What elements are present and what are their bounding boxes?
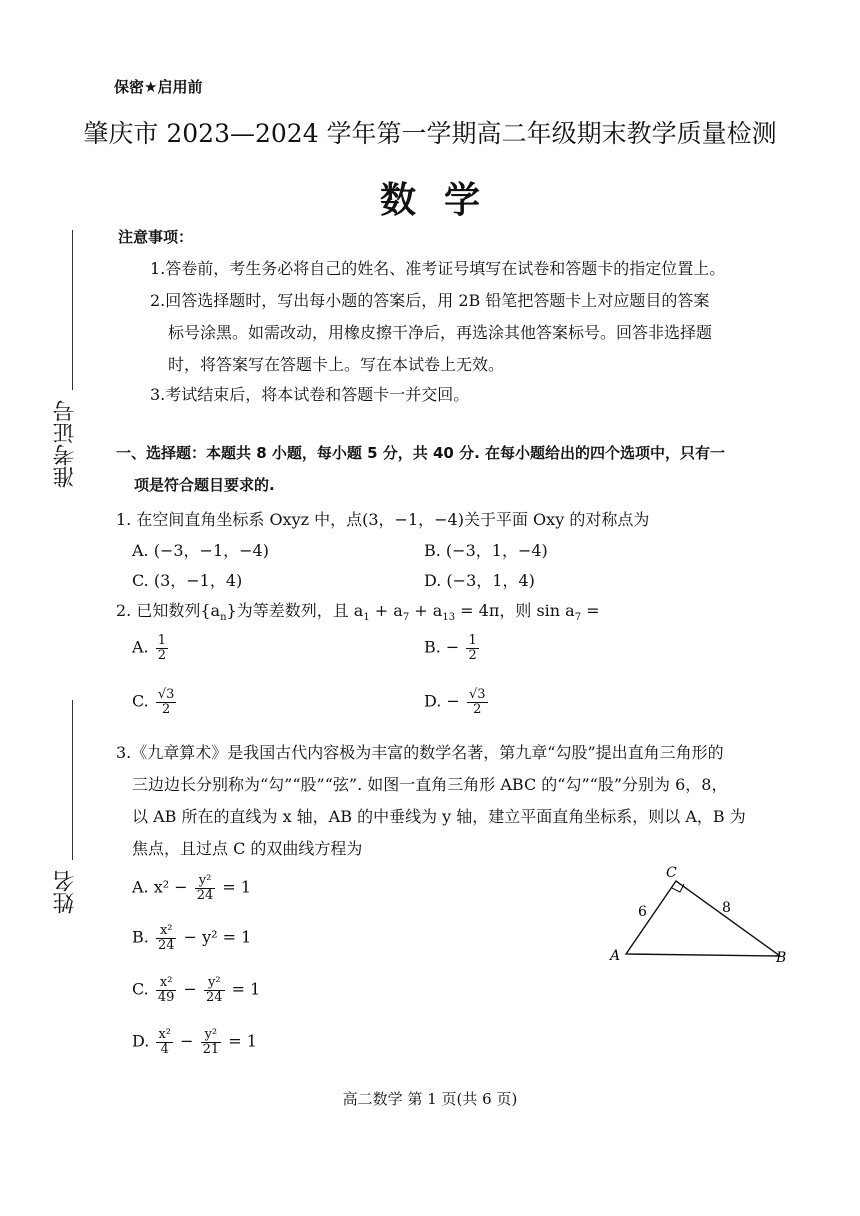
q3-option-d [132,1028,257,1056]
q1-stem: 1. 在空间直角坐标系 Oxyz 中，点(3，−1，−4)关于平面 Oxy 的对称点为 [116,510,650,529]
note-item-1: 1.答卷前，考生务必将自己的姓名、准考证号填写在试卷和答题卡的指定位置上。 [150,259,726,278]
q3-line-1: 3.《九章算术》是我国古代内容极为丰富的数学名著，第九章“勾股”提出直角三角形的 [116,743,724,762]
side-ac-label: 6 [638,904,647,920]
q3-d-den-2: 21 [202,1041,220,1057]
q2-d-frac [467,688,488,716]
q3-a-frac [195,874,216,902]
q3-d-frac-1 [156,1028,173,1056]
section-1-heading-cont: 项是符合题目要求的. [134,476,275,494]
q3-b-label: B. [132,927,149,947]
q2-stem-part: + a [409,601,443,620]
q3-b-num: x² [156,924,177,939]
q3-a-num: y² [195,874,216,889]
name-label: 姓名 [53,870,78,914]
q2-d-den: 2 [473,701,482,717]
q2-option-a [132,634,170,662]
q3-option-c [132,976,260,1004]
q2-d-label: D. − [424,691,460,711]
q3-line-2: 三边边长分别称为“勾”“股”“弦”. 如图一直角三角形 ABC 的“勾”“股”分别为 6，8， [132,775,728,794]
q2-c-den: 2 [162,701,171,717]
q3-line-3: 以 AB 所在的直线为 x 轴，AB 的中垂线为 y 轴，建立平面直角坐标系，则以 A，B 为 [132,807,746,826]
q2-b-label: B. − [424,637,460,657]
q1-option-b: B. (−3，1，−4) [424,541,548,560]
q3-c-tail: = 1 [231,979,261,999]
q3-d-frac-2 [201,1028,222,1056]
side-cb-label: 8 [722,900,731,916]
q3-option-a [132,874,251,902]
q2-a-label: A. [132,637,149,657]
vertex-b-label: B [776,950,787,966]
q2-sub: 1 [363,612,370,624]
q2-stem-part: = [581,601,600,620]
q3-c-frac-1 [156,976,177,1004]
page-footer: 高二数学 第 1 页(共 6 页) [342,1090,518,1108]
q3-b-tail: − y² = 1 [183,927,252,947]
q2-stem-part: }为等差数列，且 a [226,601,364,620]
name-line [72,700,73,860]
notes-heading: 注意事项： [118,228,194,246]
vertex-c-label: C [666,865,677,881]
q3-d-tail: = 1 [228,1031,257,1051]
q2-stem [116,598,600,623]
q2-sub: 7 [402,612,410,624]
q2-stem-part: + a [369,601,403,620]
triangle-abc [626,881,780,956]
confidential-label: 保密★启用前 [114,78,203,96]
q3-c-num-1: x² [156,976,177,991]
q3-c-mid: − [183,979,197,999]
section-1-heading: 一、选择题：本题共 8 小题，每小题 5 分，共 40 分. 在每小题给出的四个选项中，只有一 [116,444,726,462]
q2-stem-part: 2. 已知数列{a [116,601,221,620]
q3-line-4: 焦点，且过点 C 的双曲线方程为 [132,839,363,858]
q2-c-num: √3 [157,687,175,702]
q2-sub: n [220,612,227,624]
q3-a-label: A. x² − [132,877,188,897]
q3-a-tail: = 1 [222,877,252,897]
q2-a-frac [156,634,168,662]
q3-b-frac [156,924,177,952]
triangle-figure [600,860,800,970]
q3-b-den: 24 [157,937,175,953]
q2-b-den: 2 [468,647,477,663]
exam-id-label: 准考证号 [53,400,78,488]
q3-c-num-2: y² [204,976,225,991]
q2-c-frac [156,688,177,716]
q2-option-c [132,688,178,716]
q2-stem-part: = 4π，则 sin a [455,601,575,620]
q2-sub: 7 [574,612,582,624]
q2-b-frac [466,634,478,662]
q2-sub: 13 [442,612,456,624]
q3-c-den-2: 24 [206,989,223,1005]
exam-title: 肇庆市 2023—2024 学年第一学期高二年级期末教学质量检测 [83,119,777,148]
q3-c-frac-2 [204,976,225,1004]
subject-title: 数学 [379,180,508,221]
q2-b-num: 1 [468,633,477,648]
q3-option-b [132,924,251,952]
q2-d-num: √3 [468,687,486,702]
note-item-2-cont2: 时，将答案写在答题卡上。写在本试卷上无效。 [168,355,505,374]
q3-d-num-2: y² [201,1028,222,1043]
note-item-3: 3.考试结束后，将本试卷和答题卡一并交回。 [150,385,470,404]
q3-c-den-1: 49 [157,989,175,1005]
q1-option-d: D. (−3，1，4) [424,571,535,590]
q3-a-den: 24 [196,887,214,903]
q3-d-label: D. [132,1031,150,1051]
note-item-2: 2.回答选择题时，写出每小题的答案后，用 2B 铅笔把答题卡上对应题目的答案 [150,291,710,310]
q1-option-a: A. (−3，−1，−4) [132,541,269,560]
q3-d-mid: − [180,1031,194,1051]
q2-option-d [424,688,490,716]
exam-id-line [72,230,73,390]
q2-c-label: C. [132,691,149,711]
q2-option-b [424,634,481,662]
q3-d-den-1: 4 [160,1041,169,1057]
vertex-a-label: A [610,948,621,964]
note-item-2-cont: 标号涂黑。如需改动，用橡皮擦干净后，再选涂其他答案标号。回答非选择题 [168,323,713,342]
q2-a-num: 1 [157,633,167,648]
q1-option-c: C. (3，−1，4) [132,571,243,590]
q3-c-label: C. [132,979,149,999]
q2-a-den: 2 [157,647,167,663]
q3-d-num-1: x² [158,1027,171,1042]
